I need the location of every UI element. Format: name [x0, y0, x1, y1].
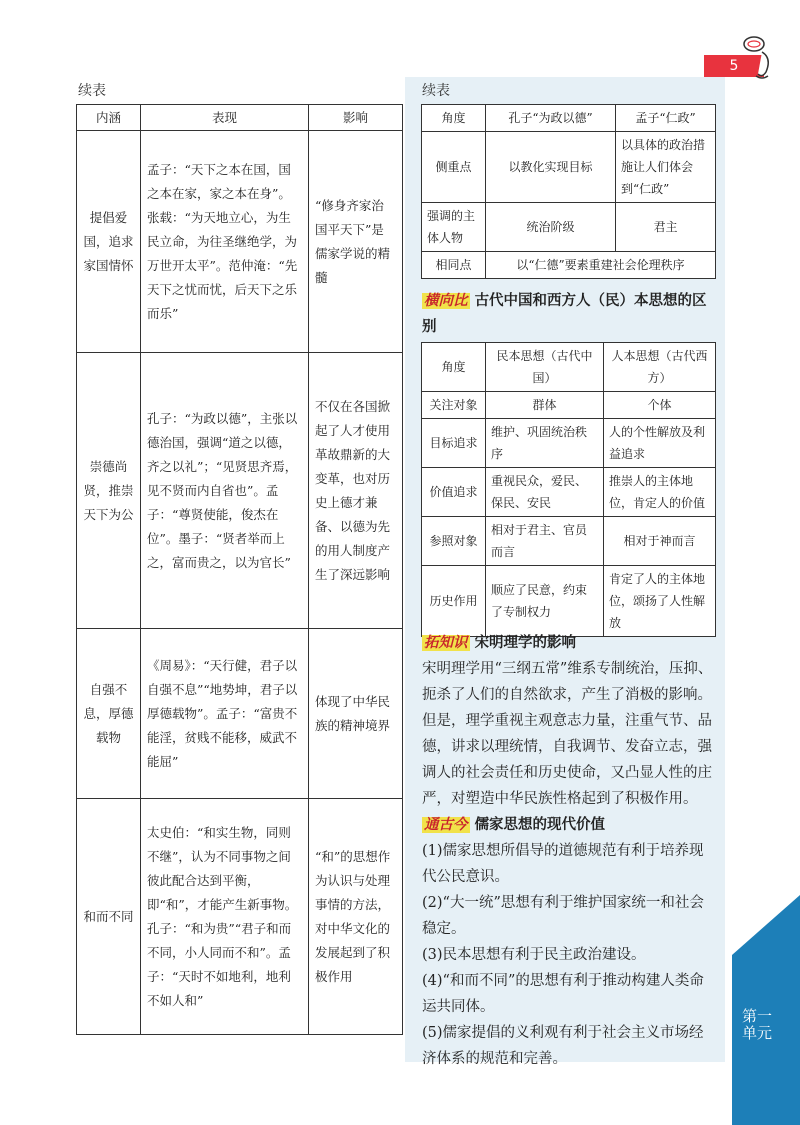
- t2-header-renben: 人本思想（古代西方）: [604, 343, 716, 392]
- t2-row-value: 个体: [604, 392, 716, 419]
- t2-row-value: 顺应了民意，约束了专制权力: [486, 566, 604, 637]
- t1-header-angle: 角度: [422, 105, 486, 132]
- section-title: 儒家思想的现代价值: [474, 817, 606, 833]
- table-row: [422, 517, 716, 566]
- t1-header-mengzi: 孟子“仁政”: [616, 105, 716, 132]
- t2-row-value: 相对于君主、官员而言: [486, 517, 604, 566]
- table-row: [77, 629, 403, 799]
- section-title: 宋明理学的影响: [474, 635, 577, 651]
- t2-row-value: 群体: [486, 392, 604, 419]
- right-continued-label: 续表: [422, 83, 450, 99]
- row-meaning: 崇德尚贤，推崇天下为公: [77, 353, 141, 629]
- t2-row-value: 肯定了人的主体地位，颂扬了人性解放: [604, 566, 716, 637]
- table-row: [77, 353, 403, 629]
- t2-header-minben: 民本思想（古代中国）: [486, 343, 604, 392]
- list-item: (3)民本思想有利于民主政治建设。: [422, 947, 646, 963]
- t1-row-label: 强调的主体人物: [422, 203, 486, 252]
- t2-row-value: 推崇人的主体地位，肯定人的价值: [604, 468, 716, 517]
- row-meaning: 和而不同: [77, 799, 141, 1035]
- t2-row-value: 相对于神而言: [604, 517, 716, 566]
- row-performance: 太史伯：“和实生物，同则不继”，认为不同事物之间彼此配合达到平衡，即“和”，才能产生新事物。孔子：“和为贵”“君子和而不同，小人同而不和”。孟子：“天时不如地利，地利不如人和”: [141, 799, 309, 1035]
- t1-row-value: 统治阶级: [486, 203, 616, 252]
- t1-row-value: 以具体的政治措施让人们体会到“仁政”: [616, 132, 716, 203]
- t1-row-label: 侧重点: [422, 132, 486, 203]
- row-influence: 体现了中华民族的精神境界: [309, 629, 403, 799]
- table-row: [422, 252, 716, 279]
- row-meaning: 提倡爱国，追求家国情怀: [77, 131, 141, 353]
- section-tag: 横向比: [424, 293, 468, 309]
- section-heading-comparison: [422, 288, 718, 340]
- row-performance: 孟子：“天下之本在国，国之本在家，家之本在身”。张载：“为天地立心，为生民立命，为往圣继绝学，为万世开太平”。范仲淹：“先天下之忧而忧，后天下之乐而乐”: [141, 131, 309, 353]
- section-title: 古代中国和西方人（民）本思想的区别: [422, 293, 707, 335]
- row-influence: 不仅在各国掀起了人才使用革故鼎新的大变革，也对历史上德才兼备、以德为先的用人制度产生了深远影响: [309, 353, 403, 629]
- t2-row-label: 目标追求: [422, 419, 486, 468]
- section-tag: 拓知识: [424, 635, 468, 651]
- unit-label: 第一单元: [742, 1007, 773, 1042]
- section-heading-modern-value: [422, 812, 718, 838]
- t1-header-kongzi: 孔子“为政以德”: [486, 105, 616, 132]
- table-row: [77, 799, 403, 1035]
- t2-row-label: 价值追求: [422, 468, 486, 517]
- list-item: (1)儒家思想所倡导的道德规范有利于培养现代公民意识。: [422, 843, 704, 885]
- comparison-table-1: [421, 104, 716, 279]
- row-influence: “修身齐家治国平天下”是儒家学说的精髓: [309, 131, 403, 353]
- table-row: [422, 132, 716, 203]
- t2-row-value: 维护、巩固统治秩序: [486, 419, 604, 468]
- header-meaning: 内涵: [77, 105, 141, 131]
- row-performance: 孔子：“为政以德”，主张以德治国，强调“道之以德，齐之以礼”；“见贤思齐焉，见不贤而内自省也”。孟子：“尊贤使能，俊杰在位”。墨子：“贤者举而上之，富而贵之，以为官长”: [141, 353, 309, 629]
- t2-row-label: 关注对象: [422, 392, 486, 419]
- t1-common-label: 相同点: [422, 252, 486, 279]
- t2-row-value: 人的个性解放及利益追求: [604, 419, 716, 468]
- table-header-row: [422, 105, 716, 132]
- comparison-table-2: [421, 342, 716, 637]
- page-number: 5: [704, 55, 764, 77]
- t2-row-label: 参照对象: [422, 517, 486, 566]
- row-performance: 《周易》：“天行健，君子以自强不息”“地势坤，君子以厚德载物”。孟子：“富贵不能淫，贫贱不能移，威武不能屈”: [141, 629, 309, 799]
- section-heading-knowledge: [422, 630, 718, 656]
- section-tag: 通古今: [424, 817, 468, 833]
- row-influence: “和”的思想作为认识与处理事情的方法，对中华文化的发展起到了积极作用: [309, 799, 403, 1035]
- t2-header-angle: 角度: [422, 343, 486, 392]
- header-influence: 影响: [309, 105, 403, 131]
- t1-row-value: 以教化实现目标: [486, 132, 616, 203]
- table-row: [422, 566, 716, 637]
- t1-row-value: 君主: [616, 203, 716, 252]
- table-header-row: [422, 343, 716, 392]
- t1-common-value: 以“仁德”要素重建社会伦理秩序: [486, 252, 716, 279]
- table-row: [422, 468, 716, 517]
- header-performance: 表现: [141, 105, 309, 131]
- table-row: [422, 419, 716, 468]
- list-item: (4)“和而不同”的思想有利于推动构建人类命运共同体。: [422, 973, 704, 1015]
- left-table-header-row: [77, 105, 403, 131]
- list-item: (5)儒家提倡的义利观有利于社会主义市场经济体系的规范和完善。: [422, 1025, 704, 1067]
- left-table: [76, 104, 403, 1035]
- knowledge-paragraph: 宋明理学用“三纲五常”维系专制统治，压抑、扼杀了人们的自然欲求，产生了消极的影响。但是，理学重视主观意志力量，注重气节、品德，讲求以理统情，自我调节、发奋立志，强调人的社会责任和历史使命，又凸显人性的庄严，对塑造中华民族性格起到了积极作用。: [422, 661, 713, 807]
- table-row: [422, 203, 716, 252]
- modern-value-list: [422, 838, 718, 1072]
- t2-row-label: 历史作用: [422, 566, 486, 637]
- table-row: [77, 131, 403, 353]
- list-item: (2)“大一统”思想有利于维护国家统一和社会稳定。: [422, 895, 704, 937]
- table-row: [422, 392, 716, 419]
- mascot-icon: [736, 30, 776, 82]
- row-meaning: 自强不息，厚德载物: [77, 629, 141, 799]
- left-continued-label: 续表: [78, 83, 106, 99]
- side-band: [732, 0, 800, 1125]
- t2-row-value: 重视民众，爱民、保民、安民: [486, 468, 604, 517]
